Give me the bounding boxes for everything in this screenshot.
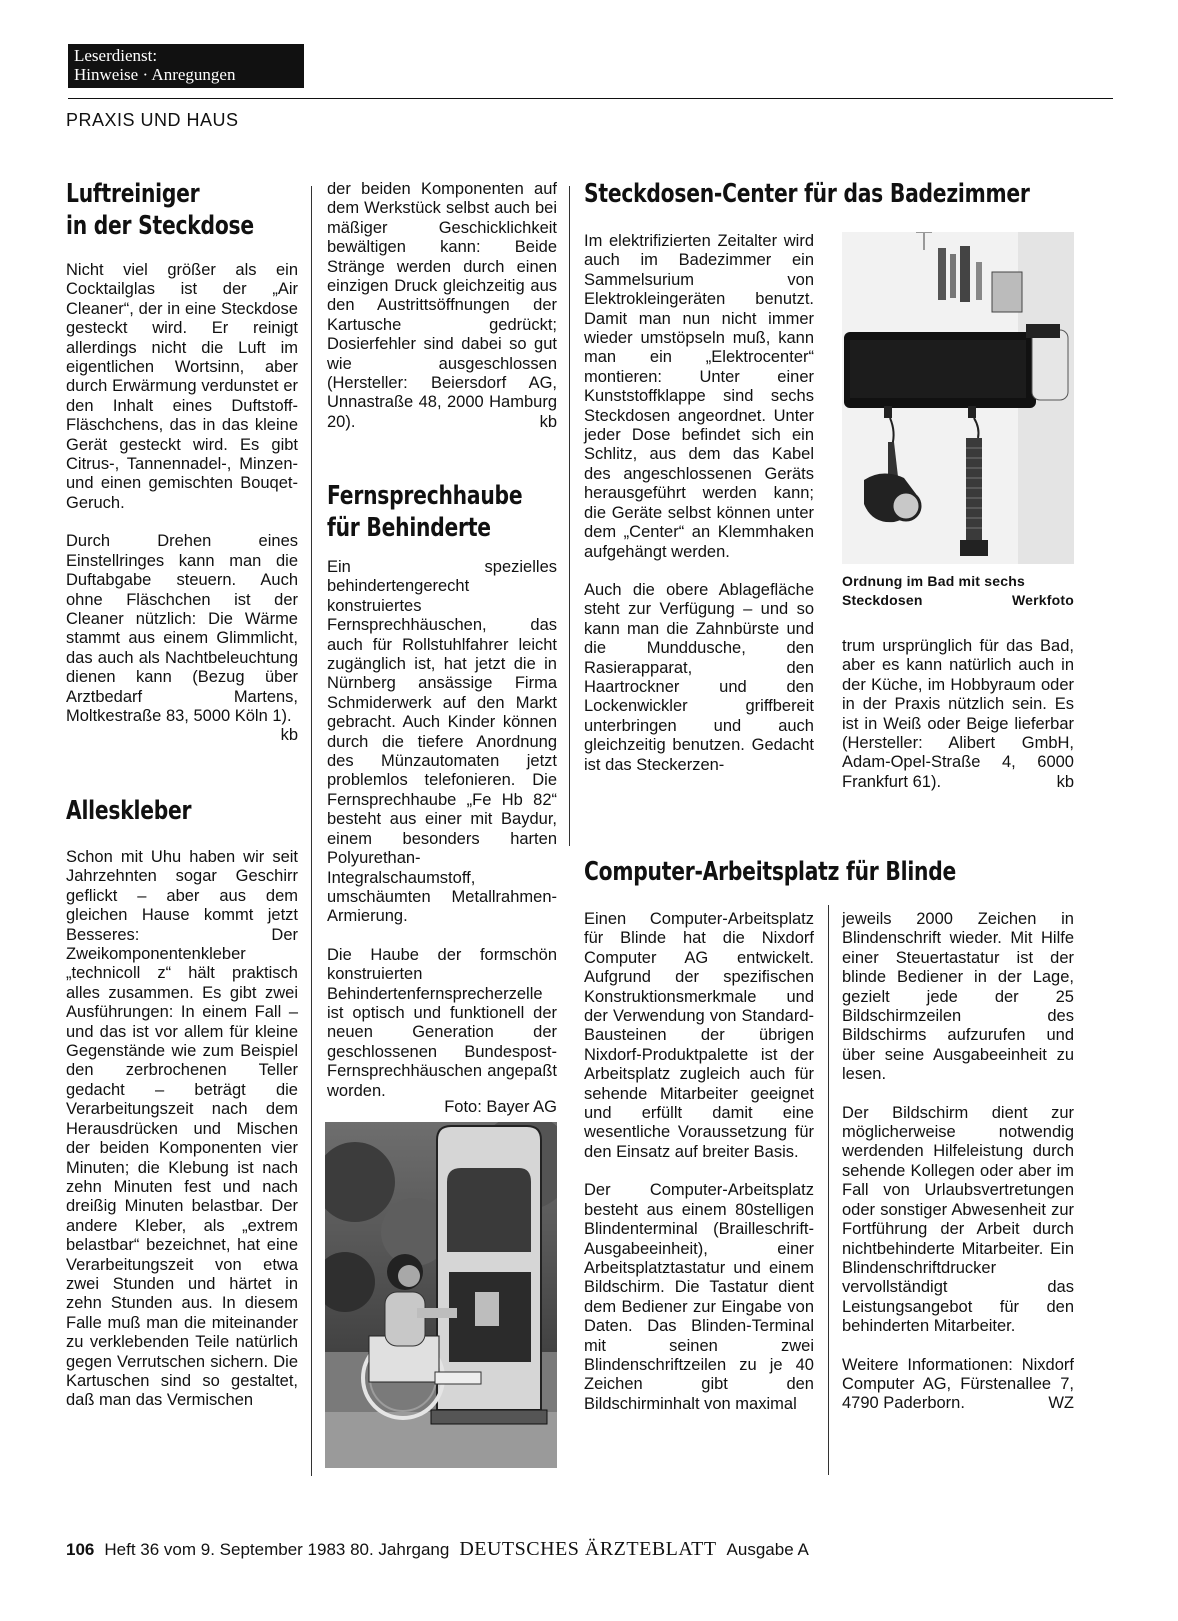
paragraph: trum ursprünglich für das Bad, aber es kann natürlich auch in der Küche, im Hobbyraum oder in der Praxis nützlich sein. Es ist in Weiß oder Beige lieferbar (Hersteller: Alibert GmbH, Adam-Opel-Straße 4, 6000 Frankfurt 61). kb (842, 637, 1074, 791)
paragraph: Der Computer-Arbeitsplatz besteht aus einem 80stelligen Blindenterminal (Brailleschrift-Ausgabeeinheit), einer Arbeitsplatztastatur und einem Bildschirm. Die Tastatur dient dem Bediener zur Eingabe von Daten. Das Blinden-Terminal mit seinen zwei Blindenschriftzeilen zu je 40 Zeichen gibt den Bildschirminhalt von maximal (584, 1181, 814, 1413)
article-computer-continued (842, 910, 1074, 1414)
column-divider-1 (311, 186, 312, 1476)
article-steckdosen (584, 232, 814, 775)
signature: kb (1056, 772, 1074, 791)
paragraph: Schon mit Uhu haben wir seit Jahrzehnten sogar Geschirr geflickt – aber aus dem gleichen Hause kommt jetzt Besseres: Der Zweikomponentenkleber „technicoll z“ hält praktisch alles zusammen. Es gibt zwei Ausführungen: In einem Fall – und das ist vor allem für kleine Gegenstände wie zum Beispiel den zerbrochenen Teller gedacht – beträgt die Verarbeitungszeit nach dem Herausdrücken und Mischen der beiden Komponenten vier Minuten; die Klebung ist nach zehn Minuten fest und nach dreißig Minuten belastbar. Der andere Kleber, als „extrem belastbar“ bezeichnet, hat eine Verarbeitungszeit von etwa zwei Stunden und härtet in zehn Stunden aus. In diesem Falle muß man die miteinander zu verklebenden Teile natürlich gegen Verrutschen sichern. Die Kartuschen sind so gestaltet, daß man das Vermischen (66, 848, 298, 1410)
headline-alleskleber: Alleskleber (66, 796, 192, 826)
section-label: PRAXIS UND HAUS (66, 110, 239, 130)
paragraph: Einen Computer-Arbeitsplatz für Blinde hat die Nixdorf Computer AG entwickelt. Aufgrund der spezifischen Konstruktionsmerkmale und der Verwendung von Standard-Bausteinen der übrigen Nixdorf-Produktpalette ist der Arbeitsplatz zugleich auch für sehende Mitarbeiter geeignet und erfüllt damit eine wesentliche Voraussetzung für den Einsatz auf breiter Basis. (584, 910, 814, 1161)
headline-steckdosen: Steckdosen-Center für das Badezimmer (584, 179, 1030, 209)
photo-caption-steckdosen: Ordnung im Bad mit sechs Steckdosen Werkfoto (842, 573, 1074, 608)
signature: WZ (1048, 1394, 1074, 1413)
headline-luftreiniger: Luftreiniger in der Steckdose (66, 179, 254, 241)
badge-line-1: Leserdienst: (74, 46, 158, 65)
edition-label: Ausgabe A (726, 1540, 809, 1559)
page-footer (66, 1538, 809, 1561)
bathroom-socket-photo (842, 232, 1074, 564)
paragraph: Nicht viel größer als ein Cocktailglas ist der „Air Cleaner“, der in eine Steckdose gesteckt wird. Er reinigt allerdings nicht die Luft im eigentlichen Wortsinn, aber durch Erwärmung verdunstet er den Inhalt eines Duftstoff-Fläschchens, das in das kleine Gerät gesteckt wird. Es gibt Citrus-, Tannennadel-, Minzen- und einen gemischten Bouqet-Geruch. (66, 261, 298, 512)
photo-credit-bayer: Foto: Bayer AG (444, 1098, 557, 1116)
article-steckdosen-continued (842, 637, 1074, 792)
signature: kb (280, 726, 298, 745)
article-fernsprechhaube (327, 558, 557, 1101)
article-luftreiniger (66, 261, 298, 746)
article-alleskleber (66, 848, 298, 1411)
phone-booth-photo (325, 1122, 557, 1468)
signature: kb (539, 412, 557, 431)
paragraph: jeweils 2000 Zeichen in Blindenschrift wieder. Mit Hilfe einer Steuertastatur ist der blinde Bediener in der Lage, gezielt jede der 25 Bildschirmzeilen des Bildschirms aufzurufen und über seine Ausgabeeinheit zu lesen. (842, 910, 1074, 1084)
paragraph: Auch die obere Ablagefläche steht zur Verfügung – und so kann man die Zahnbürste und die Munddusche, den Rasierapparat, den Haartrockner und den Lockenwickler griffbereit unterbringen und auch gleichzeitig benutzen. Gedacht ist das Steckerzen- (584, 580, 814, 774)
photo-credit-werkfoto: Werkfoto (1011, 592, 1074, 608)
column-divider-3 (828, 905, 829, 1475)
headline-fernsprechhaube: Fernsprechhaube für Behinderte (327, 481, 523, 543)
issue-info: Heft 36 vom 9. September 1983 80. Jahrgang (104, 1540, 450, 1559)
article-alleskleber-continued (327, 180, 557, 432)
column-divider-2 (569, 186, 570, 846)
article-computer (584, 910, 814, 1414)
page-number: 106 (66, 1540, 95, 1559)
top-rule (68, 98, 1113, 99)
magazine-name: DEUTSCHES ÄRZTEBLATT (459, 1538, 717, 1560)
paragraph: der beiden Komponenten auf dem Werkstück selbst auch bei mäßiger Geschicklichkeit bewältigen kann: Beide Stränge werden durch einen einzigen Druck gleichzeitig aus den Austrittsöffnungen der Kartusche gedrückt; Dosierfehler sind dabei so gut wie ausgeschlossen (Hersteller: Beiersdorf AG, Unnastraße 48, 2000 Hamburg 20). kb (327, 180, 557, 431)
paragraph: Der Bildschirm dient zur möglicherweise notwendig werdenden Hilfeleistung durch sehende Kollegen oder aber im Fall von Urlaubsvertretungen oder sonstiger Abwesenheit zur Fortführung der Arbeit durch nichtbehinderte Mitarbeiter. Ein Blindenschriftdrucker vervollständigt das Leistungsangebot für den behinderten Mitarbeiter. (842, 1103, 1074, 1336)
headline-computer: Computer-Arbeitsplatz für Blinde (584, 857, 957, 887)
paragraph: Im elektrifizierten Zeitalter wird auch im Badezimmer ein Sammelsurium von Elektrokleingeräten benutzt. Damit man nun nicht immer wieder umstöpseln muß, kann man ein „Elektrocenter“ montieren: Unter einer Kunststoffklappe sind sechs Steckdosen angeordnet. Unter jeder Dose befindet sich ein Schlitz, aus dem das Kabel des angeschlossenen Geräts herausgeführt werden kann; die Geräte selbst können unter dem „Center“ an Klemmhaken aufgehängt werden. (584, 232, 814, 561)
paragraph: Die Haube der formschön konstruierten Behindertenfernsprecherzelle ist optisch und funktionell der neuen Generation der geschlossenen Bundespost-Fernsprechhäuschen angepaßt worden. (327, 945, 557, 1100)
paragraph: Ein spezielles behindertengerecht konstruiertes Fernsprechhäuschen, das auch für Rollstuhlfahrer leicht zugänglich ist, hat jetzt die in Nürnberg ansässige Firma Schmiderwerk auf den Markt gebracht. Auch Kinder können durch die tiefere Anordnung des Münzautomaten jetzt problemlos telefonieren. Die Fernsprechhaube „Fe Hb 82“ besteht aus einer mit Baydur, einem besonders harten Polyurethan-Integralschaumstoff, umschäumten Metallrahmen-Armierung. (327, 558, 557, 926)
badge-line-2: Hinweise · Anregungen (74, 65, 236, 84)
paragraph: Durch Drehen eines Einstellringes kann man die Duftabgabe steuern. Auch ohne Fläschchen ist der Cleaner nützlich: Die Wärme stammt aus einem Glimmlicht, das auch als Nachtbeleuchtung dienen kann (Bezug über Arztbedarf Martens, Moltkestraße 83, 5000 Köln 1). kb (66, 532, 298, 745)
section-badge (68, 44, 304, 88)
paragraph: Weitere Informationen: Nixdorf Computer AG, Fürstenallee 7, 4790 Paderborn. WZ (842, 1355, 1074, 1413)
